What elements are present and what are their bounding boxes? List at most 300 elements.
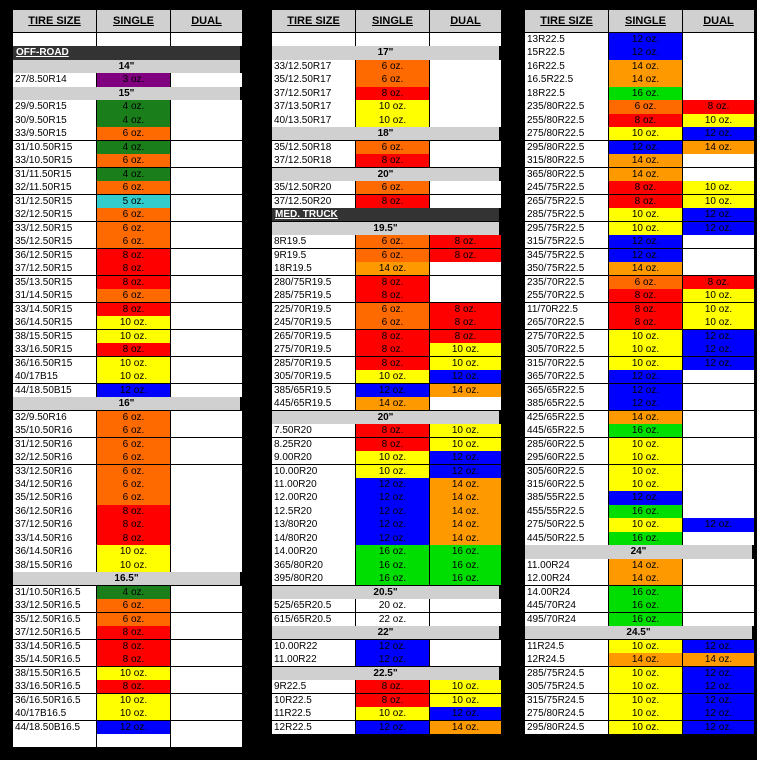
- table-row: [272, 653, 501, 666]
- table-row: [272, 370, 501, 383]
- single-amount: 12 oz.: [609, 491, 682, 504]
- single-amount: 8 oz.: [97, 680, 170, 693]
- tire-size: 305/70R22.5: [525, 343, 608, 356]
- table-row: [525, 424, 754, 437]
- table-row: [13, 653, 242, 666]
- dual-amount: [171, 276, 242, 289]
- table-row: [272, 289, 501, 302]
- dual-amount: [430, 397, 501, 410]
- single-amount: 8 oz.: [356, 330, 429, 343]
- tire-size: 11.00R22: [272, 653, 355, 666]
- table-row: [525, 127, 754, 140]
- header-tire-size: TIRE SIZE: [525, 10, 608, 32]
- single-amount: 10 oz.: [609, 518, 682, 531]
- table-row: [525, 343, 754, 356]
- dual-amount: [171, 586, 242, 599]
- rim-size-header: [272, 222, 501, 235]
- single-amount: 14 oz.: [609, 73, 682, 86]
- single-amount: 6 oz.: [356, 316, 429, 329]
- dual-amount: 10 oz.: [430, 357, 501, 370]
- table-row: [13, 451, 242, 464]
- single-amount: 16 oz.: [609, 586, 682, 599]
- tire-size: 33/14.50R16: [13, 532, 96, 545]
- single-amount: 22 oz.: [356, 613, 429, 626]
- single-amount: 8 oz.: [609, 181, 682, 194]
- table-row: [13, 599, 242, 612]
- single-amount: 10 oz.: [356, 114, 429, 127]
- single-amount: 10 oz.: [609, 680, 682, 693]
- single-amount: 12 oz.: [609, 33, 682, 46]
- dual-amount: 8 oz.: [430, 249, 501, 262]
- header-single: SINGLE: [97, 10, 170, 32]
- tire-size: 35/12.50R16: [13, 491, 96, 504]
- tire-size: 11.00R20: [272, 478, 355, 491]
- single-amount: 12 oz.: [97, 384, 170, 397]
- dual-amount: [430, 154, 501, 167]
- single-amount: 12 oz.: [609, 235, 682, 248]
- single-amount: 16 oz.: [356, 572, 429, 585]
- single-amount: 6 oz.: [97, 222, 170, 235]
- single-amount: 12 oz.: [609, 249, 682, 262]
- table-row: [272, 438, 501, 451]
- tire-size: 37/12.50R16.5: [13, 626, 96, 639]
- rim-size-header: [272, 586, 501, 599]
- rim-size-label: 24": [525, 545, 752, 558]
- tire-size: 285/70R19.5: [272, 357, 355, 370]
- single-amount: 6 oz.: [97, 424, 170, 437]
- rim-size-label: 14": [13, 60, 240, 73]
- tire-size: 9R19.5: [272, 249, 355, 262]
- dual-amount: 10 oz.: [683, 289, 754, 302]
- dual-amount: 10 oz.: [430, 680, 501, 693]
- tire-size: 10.00R20: [272, 465, 355, 478]
- single-amount: 16 oz.: [356, 559, 429, 572]
- table-row: [525, 438, 754, 451]
- single-amount: 14 oz.: [356, 397, 429, 410]
- single-amount: 4 oz.: [97, 114, 170, 127]
- single-amount: 6 oz.: [356, 73, 429, 86]
- single-amount: 6 oz.: [356, 235, 429, 248]
- dual-amount: [430, 114, 501, 127]
- table-row: [272, 181, 501, 194]
- rim-size-header: [13, 397, 242, 410]
- single-amount: 10 oz.: [97, 370, 170, 383]
- dual-amount: [171, 640, 242, 653]
- table-row: [272, 303, 501, 316]
- tire-size: 32/9.50R16: [13, 411, 96, 424]
- tire-size: 275/50R22.5: [525, 518, 608, 531]
- single-amount: 8 oz.: [609, 195, 682, 208]
- table-row: [272, 505, 501, 518]
- single-amount: 10 oz.: [97, 667, 170, 680]
- dual-amount: [683, 599, 754, 612]
- dual-amount: [171, 532, 242, 545]
- single-amount: 12 oz.: [609, 46, 682, 59]
- table-row: [13, 532, 242, 545]
- table-row: [525, 653, 754, 666]
- tire-size: 35/10.50R16: [13, 424, 96, 437]
- table-row: [525, 384, 754, 397]
- tire-size: 365/80R22.5: [525, 168, 608, 181]
- table-row: [525, 33, 754, 46]
- single-amount: 10 oz.: [97, 694, 170, 707]
- table-row: [272, 195, 501, 208]
- tire-size: 265/70R19.5: [272, 330, 355, 343]
- tire-size: 36/16.50R16.5: [13, 694, 96, 707]
- dual-amount: [171, 680, 242, 693]
- blank-cell: [272, 33, 355, 46]
- single-amount: 8 oz.: [97, 343, 170, 356]
- table-row: [272, 721, 501, 734]
- table-row: [272, 559, 501, 572]
- dual-amount: [683, 73, 754, 86]
- tire-size: 345/75R22.5: [525, 249, 608, 262]
- single-amount: 10 oz.: [609, 465, 682, 478]
- dual-amount: [171, 222, 242, 235]
- single-amount: 16 oz.: [609, 599, 682, 612]
- tire-size: 35/12.50R16.5: [13, 613, 96, 626]
- dual-amount: [171, 424, 242, 437]
- blank-row: [13, 734, 242, 747]
- tire-size: 18R19.5: [272, 262, 355, 275]
- tire-size: 315/60R22.5: [525, 478, 608, 491]
- dual-amount: 14 oz.: [683, 653, 754, 666]
- single-amount: 10 oz.: [97, 545, 170, 558]
- table-row: [525, 168, 754, 181]
- single-amount: 8 oz.: [356, 438, 429, 451]
- table-row: [525, 491, 754, 504]
- single-amount: 10 oz.: [609, 343, 682, 356]
- blank-cell: [13, 33, 96, 46]
- table-row: [13, 316, 242, 329]
- dual-amount: [430, 60, 501, 73]
- tire-size: 12R24.5: [525, 653, 608, 666]
- tire-size: 305/60R22.5: [525, 465, 608, 478]
- rim-size-header: [525, 545, 754, 558]
- tire-size: 33/16.50R15: [13, 343, 96, 356]
- single-amount: 14 oz.: [356, 262, 429, 275]
- tire-size: 305/75R24.5: [525, 680, 608, 693]
- table-row: [13, 127, 242, 140]
- dual-amount: [171, 249, 242, 262]
- single-amount: 8 oz.: [356, 424, 429, 437]
- dual-amount: 12 oz.: [430, 465, 501, 478]
- table-row: [13, 613, 242, 626]
- dual-amount: [683, 505, 754, 518]
- tire-size: 445/70R24: [525, 599, 608, 612]
- single-amount: 16 oz.: [356, 545, 429, 558]
- table-row: [13, 100, 242, 113]
- tire-size: 32/11.50R15: [13, 181, 96, 194]
- tire-size: 13R22.5: [525, 33, 608, 46]
- table-row: [13, 343, 242, 356]
- dual-amount: 12 oz.: [430, 451, 501, 464]
- table-row: [272, 694, 501, 707]
- single-amount: 12 oz.: [609, 141, 682, 154]
- dual-amount: 12 oz.: [683, 357, 754, 370]
- blank-cell: [430, 33, 501, 46]
- dual-amount: [430, 653, 501, 666]
- tire-size: 27/8.50R14: [13, 73, 96, 86]
- table-row: [525, 60, 754, 73]
- dual-amount: [171, 73, 242, 86]
- dual-amount: [171, 491, 242, 504]
- tire-size: 12.00R20: [272, 491, 355, 504]
- blank-cell: [13, 734, 96, 747]
- dual-amount: [430, 262, 501, 275]
- table-column-1: [13, 10, 242, 748]
- single-amount: 8 oz.: [97, 626, 170, 639]
- table-row: [13, 384, 242, 397]
- tire-size: 32/12.50R15: [13, 208, 96, 221]
- table-row: [13, 680, 242, 693]
- table-row: [525, 478, 754, 491]
- single-amount: 6 oz.: [97, 478, 170, 491]
- table-row: [272, 478, 501, 491]
- table-row: [525, 640, 754, 653]
- table-row: [13, 195, 242, 208]
- tire-size: 35/12.50R15: [13, 235, 96, 248]
- table-row: [13, 73, 242, 86]
- table-row: [525, 586, 754, 599]
- tire-size: 235/80R22.5: [525, 100, 608, 113]
- table-row: [13, 141, 242, 154]
- tire-size: 315/75R22.5: [525, 235, 608, 248]
- dual-amount: [683, 572, 754, 585]
- dual-amount: 12 oz.: [683, 640, 754, 653]
- tire-size: 285/60R22.5: [525, 438, 608, 451]
- dual-amount: [683, 532, 754, 545]
- dual-amount: [683, 613, 754, 626]
- single-amount: 8 oz.: [356, 680, 429, 693]
- single-amount: 10 oz.: [609, 451, 682, 464]
- dual-amount: [683, 451, 754, 464]
- single-amount: 12 oz.: [97, 721, 170, 734]
- single-amount: 8 oz.: [97, 532, 170, 545]
- tire-size: 37/12.50R17: [272, 87, 355, 100]
- tire-size: 18R22.5: [525, 87, 608, 100]
- table-row: [525, 249, 754, 262]
- tire-size: 275/80R22.5: [525, 127, 608, 140]
- tire-size: 295/75R22.5: [525, 222, 608, 235]
- tire-size: 395/80R20: [272, 572, 355, 585]
- tire-size: 44/18.50B15: [13, 384, 96, 397]
- dual-amount: [430, 640, 501, 653]
- single-amount: 6 oz.: [97, 208, 170, 221]
- single-amount: 6 oz.: [97, 438, 170, 451]
- tire-size: 11R22.5: [272, 707, 355, 720]
- dual-amount: 10 oz.: [430, 424, 501, 437]
- table-header: [13, 10, 242, 32]
- table-row: [272, 640, 501, 653]
- dual-amount: [171, 141, 242, 154]
- single-amount: 6 oz.: [97, 465, 170, 478]
- dual-amount: 12 oz.: [683, 721, 754, 734]
- table-row: [272, 60, 501, 73]
- tire-size: 11.00R24: [525, 559, 608, 572]
- table-row: [272, 276, 501, 289]
- dual-amount: [171, 518, 242, 531]
- table-row: [525, 572, 754, 585]
- single-amount: 6 oz.: [97, 127, 170, 140]
- table-row: [272, 73, 501, 86]
- table-row: [272, 100, 501, 113]
- single-amount: 8 oz.: [356, 276, 429, 289]
- dual-amount: 14 oz.: [430, 491, 501, 504]
- table-row: [13, 411, 242, 424]
- tire-size: 265/70R22.5: [525, 316, 608, 329]
- tire-size: 37/13.50R17: [272, 100, 355, 113]
- tire-size: 37/12.50R15: [13, 262, 96, 275]
- single-amount: 6 oz.: [356, 249, 429, 262]
- table-row: [13, 181, 242, 194]
- tire-size: 36/14.50R16: [13, 545, 96, 558]
- tire-size: 495/70R24: [525, 613, 608, 626]
- single-amount: 8 oz.: [609, 289, 682, 302]
- single-amount: 6 oz.: [97, 235, 170, 248]
- tire-size: 265/75R22.5: [525, 195, 608, 208]
- single-amount: 12 oz.: [609, 370, 682, 383]
- table-row: [525, 87, 754, 100]
- tire-size: 235/70R22.5: [525, 276, 608, 289]
- table-row: [525, 289, 754, 302]
- table-row: [13, 154, 242, 167]
- tire-size: 615/65R20.5: [272, 613, 355, 626]
- table-row: [13, 586, 242, 599]
- single-amount: 4 oz.: [97, 141, 170, 154]
- tire-size: 12.00R24: [525, 572, 608, 585]
- dual-amount: 14 oz.: [430, 721, 501, 734]
- single-amount: 14 oz.: [609, 168, 682, 181]
- dual-amount: 8 oz.: [430, 303, 501, 316]
- table-row: [13, 721, 242, 734]
- dual-amount: [430, 289, 501, 302]
- tire-size: 35/12.50R18: [272, 141, 355, 154]
- dual-amount: [171, 357, 242, 370]
- dual-amount: [683, 465, 754, 478]
- table-row: [13, 626, 242, 639]
- tire-size: 44/18.50B16.5: [13, 721, 96, 734]
- dual-amount: [430, 599, 501, 612]
- blank-cell: [356, 33, 429, 46]
- table-row: [525, 316, 754, 329]
- dual-amount: [171, 289, 242, 302]
- rim-size-header: [272, 411, 501, 424]
- tire-size: 30/9.50R15: [13, 114, 96, 127]
- single-amount: 12 oz.: [356, 640, 429, 653]
- single-amount: 10 oz.: [97, 316, 170, 329]
- dual-amount: 10 oz.: [683, 114, 754, 127]
- tire-size: 445/65R19.5: [272, 397, 355, 410]
- table-row: [272, 249, 501, 262]
- dual-amount: 12 oz.: [683, 208, 754, 221]
- tire-size: 36/12.50R16: [13, 505, 96, 518]
- table-row: [13, 330, 242, 343]
- table-row: [272, 613, 501, 626]
- single-amount: 12 oz.: [356, 518, 429, 531]
- table-row: [525, 505, 754, 518]
- single-amount: 6 oz.: [97, 491, 170, 504]
- tire-size: 33/12.50R15: [13, 222, 96, 235]
- single-amount: 16 oz.: [609, 505, 682, 518]
- dual-amount: 14 oz.: [430, 532, 501, 545]
- single-amount: 8 oz.: [356, 195, 429, 208]
- table-row: [272, 235, 501, 248]
- single-amount: 6 oz.: [97, 451, 170, 464]
- tire-size: 31/10.50R16.5: [13, 586, 96, 599]
- table-row: [525, 114, 754, 127]
- dual-amount: 10 oz.: [683, 181, 754, 194]
- table-row: [272, 397, 501, 410]
- table-row: [13, 357, 242, 370]
- dual-amount: 10 oz.: [683, 316, 754, 329]
- dual-amount: [683, 438, 754, 451]
- single-amount: 8 oz.: [609, 316, 682, 329]
- table-row: [525, 532, 754, 545]
- dual-amount: 12 oz.: [430, 370, 501, 383]
- table-row: [272, 141, 501, 154]
- single-amount: 10 oz.: [97, 707, 170, 720]
- single-amount: 6 oz.: [97, 411, 170, 424]
- dual-amount: [171, 384, 242, 397]
- rim-size-label: 22.5": [272, 667, 499, 680]
- table-row: [13, 370, 242, 383]
- blank-cell: [171, 33, 242, 46]
- table-row: [272, 114, 501, 127]
- tire-size: 36/14.50R15: [13, 316, 96, 329]
- tire-size: 33/12.50R16.5: [13, 599, 96, 612]
- category-label: OFF-ROAD: [13, 46, 240, 59]
- single-amount: 20 oz.: [356, 599, 429, 612]
- table-row: [13, 491, 242, 504]
- tire-size: 38/15.50R16: [13, 559, 96, 572]
- dual-amount: [683, 491, 754, 504]
- tire-size: 37/12.50R16: [13, 518, 96, 531]
- table-row: [525, 465, 754, 478]
- tire-size: 350/75R22.5: [525, 262, 608, 275]
- rim-size-header: [272, 667, 501, 680]
- dual-amount: [171, 343, 242, 356]
- single-amount: 3 oz.: [97, 73, 170, 86]
- tire-size: 31/14.50R15: [13, 289, 96, 302]
- table-row: [525, 707, 754, 720]
- dual-amount: [171, 599, 242, 612]
- single-amount: 12 oz.: [609, 397, 682, 410]
- table-row: [13, 667, 242, 680]
- single-amount: 8 oz.: [356, 289, 429, 302]
- single-amount: 14 oz.: [609, 653, 682, 666]
- table-row: [525, 518, 754, 531]
- table-row: [525, 262, 754, 275]
- single-amount: 16 oz.: [609, 613, 682, 626]
- table-header: [272, 10, 501, 32]
- dual-amount: 14 oz.: [430, 518, 501, 531]
- table-row: [13, 478, 242, 491]
- dual-amount: [171, 613, 242, 626]
- tire-size: 385/65R19.5: [272, 384, 355, 397]
- dual-amount: 12 oz.: [430, 707, 501, 720]
- dual-amount: 12 oz.: [683, 330, 754, 343]
- table-row: [272, 343, 501, 356]
- single-amount: 8 oz.: [356, 87, 429, 100]
- dual-amount: [683, 168, 754, 181]
- tire-size: 11R24.5: [525, 640, 608, 653]
- tire-size: 34/12.50R16: [13, 478, 96, 491]
- single-amount: 10 oz.: [609, 357, 682, 370]
- dual-amount: [683, 384, 754, 397]
- tire-size: 35/14.50R16.5: [13, 653, 96, 666]
- rim-size-header: [272, 626, 501, 639]
